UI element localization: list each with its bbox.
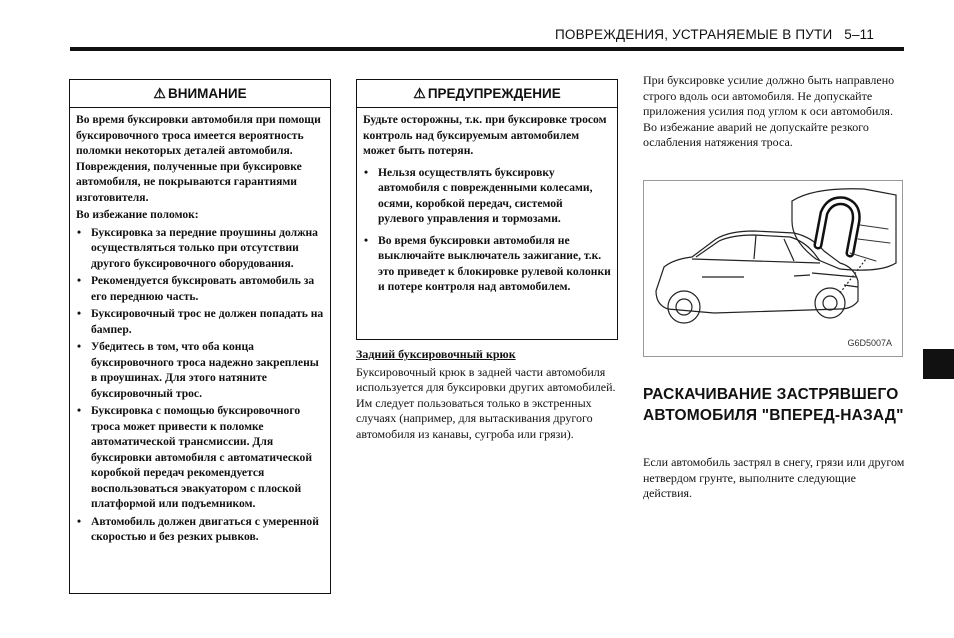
- warning-triangle-icon: ⚠: [413, 85, 426, 101]
- list-item: • Буксировка с помощью буксировочного троса может привести к поломке автоматической трансмиссии. Для буксировки автомобиля с автоматической коробкой передач рекомендуется воспользоваться эвакуатором с плоской платформой или подъемником.: [76, 403, 324, 512]
- rear-hook-heading: Задний буксировочный крюк: [356, 347, 516, 361]
- towing-force-text: При буксировке усилие должно быть направлено строго вдоль оси автомобиля. Не допускайте приложения усилия под углом к оси автомобиля. Во избежание аварий не допускайте резкого ослабления натяжения троса.: [643, 73, 895, 149]
- list-item: • Буксировка за передние проушины должна осуществляться только при отсутствии другого буксировочного оборудования.: [76, 225, 324, 272]
- list-item: • Автомобиль должен двигаться с умеренной скоростью и без резких рывков.: [76, 514, 324, 545]
- caution-box-title: ПРЕДУПРЕЖДЕНИЕ: [427, 86, 561, 101]
- section-text: Если автомобиль застрял в снегу, грязи или другом нетвердом грунте, выполните следующие действия.: [643, 455, 905, 500]
- warning-box-header: [70, 80, 330, 108]
- caution-box: [356, 79, 618, 340]
- car-tow-hook-illustration: [644, 181, 902, 356]
- warning-intro: Во время буксировки автомобиля при помощи буксировочного троса имеется вероятность поломки некоторых деталей автомобиля. Повреждения, полученные при буксировке автомобиля, не покрываются гарантиями изготовителя.: [76, 113, 321, 204]
- caution-list: [363, 165, 611, 295]
- list-item: • Во время буксировки автомобиля не выключайте выключатель зажигание, т.к. это приведет к блокировке рулевой колонки и потере контроля над автомобилем.: [363, 233, 611, 295]
- list-item: • Рекомендуется буксировать автомобиль за его переднюю часть.: [76, 273, 324, 304]
- figure-code: G6D5007A: [847, 338, 892, 348]
- towing-force-paragraph: [643, 73, 905, 151]
- rear-hook-text: Буксировочный крюк в задней части автомобиля используется для буксировки других автомобилей. Им следует пользоваться только в экстренных случаях (например, для вытаскивания другого автомобиля из канавы, сугроба или грязи).: [356, 364, 616, 441]
- warning-box-title: ВНИМАНИЕ: [167, 86, 247, 101]
- page-header: [555, 27, 874, 42]
- warning-box-body: [70, 108, 330, 545]
- chapter-tab: [923, 349, 954, 379]
- list-item: • Нельзя осуществлять буксировку автомобиля с поврежденными колесами, осями, коробкой передач, системой рулевого управления и тормозами.: [363, 165, 611, 227]
- list-item: • Убедитесь в том, что оба конца буксировочного троса надежно закреплены в проушинах. Для этого натяните буксировочный трос.: [76, 339, 324, 401]
- caution-box-body: [357, 108, 617, 295]
- section-title: РАСКАЧИВАНИЕ ЗАСТРЯВШЕГО АВТОМОБИЛЯ "ВПЕРЕД-НАЗАД": [643, 386, 904, 424]
- caution-box-header: [357, 80, 617, 108]
- warning-lead: Во избежание поломок:: [76, 208, 199, 221]
- warning-list: [76, 225, 324, 545]
- caution-intro: Будьте осторожны, т.к. при буксировке тросом контроль над буксируемым автомобилем может быть потерян.: [363, 113, 607, 157]
- warning-triangle-icon: ⚠: [153, 85, 166, 101]
- list-item: • Буксировочный трос не должен попадать на бампер.: [76, 306, 324, 337]
- section-paragraph: [643, 455, 905, 502]
- header-title: ПОВРЕЖДЕНИЯ, УСТРАНЯЕМЫЕ В ПУТИ: [555, 27, 833, 42]
- rear-hook-section: [356, 347, 618, 442]
- warning-box: [69, 79, 331, 594]
- towing-hook-figure: [643, 180, 903, 357]
- page-number: 5–11: [844, 27, 875, 42]
- header-rule: [70, 47, 904, 51]
